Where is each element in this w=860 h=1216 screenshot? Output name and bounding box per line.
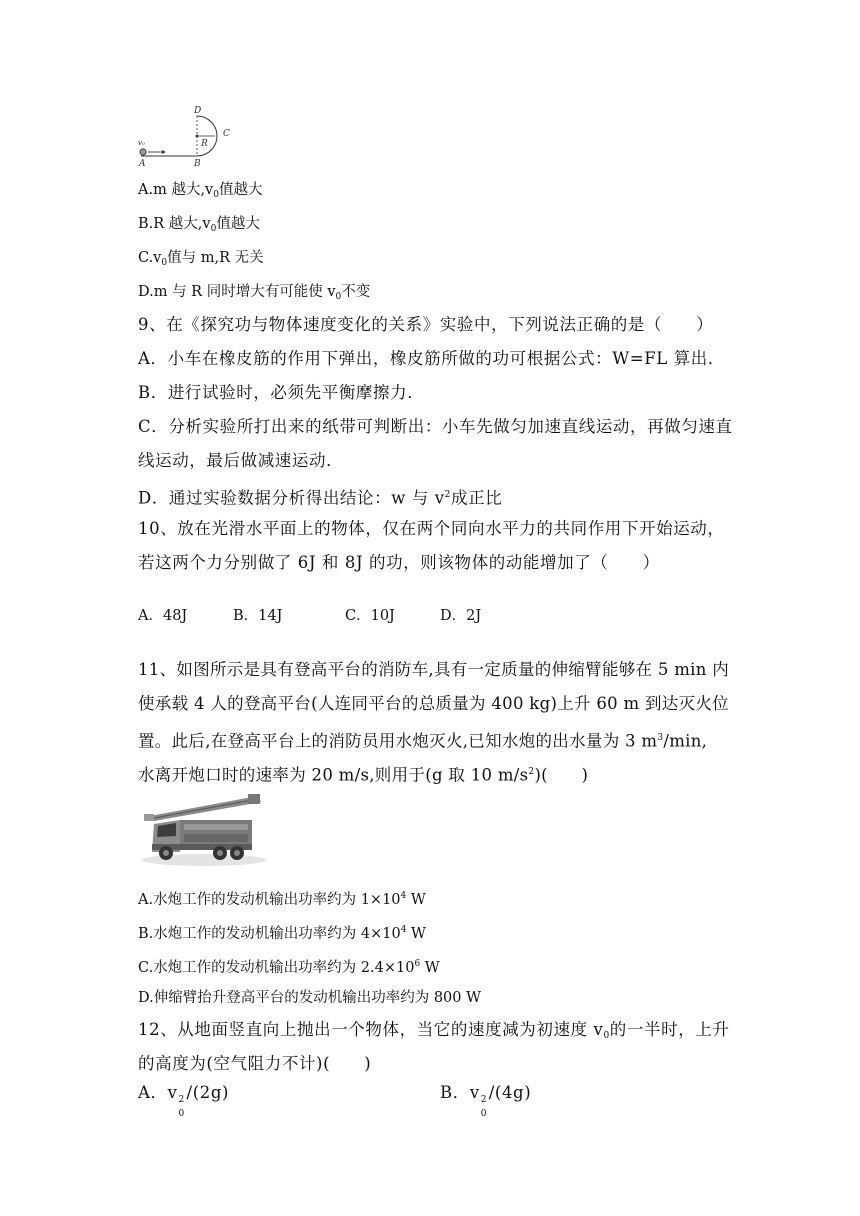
q11-line2: 使承载 4 人的登高平台(人连同平台的总质量为 400 kg)上升 60 m 到达灭火位	[138, 694, 729, 713]
q9-option-d: D．通过实验数据分析得出结论：w 与 $v^2$成正比	[138, 488, 503, 508]
q10-stem-line1: 10、放在光滑水平面上的物体，仅在两个同向水平力的共同作用下开始运动，	[138, 519, 725, 538]
label-A: A	[139, 159, 146, 169]
circular-track-diagram	[135, 100, 245, 170]
q9-option-b: B．进行试验时，必须先平衡摩擦力．	[138, 383, 425, 402]
q10-option-d: D．2J	[440, 608, 482, 624]
label-D: D	[194, 106, 202, 116]
label-B: B	[194, 159, 201, 169]
q11-option-d: D.伸缩臂抬升登高平台的发动机输出功率约为 800 W	[138, 990, 482, 1006]
q9-option-c-line1: C．分析实验所打出来的纸带可判断出：小车先做匀加速直线运动，再做匀速直	[138, 417, 733, 436]
q11-option-c: C.水炮工作的发动机输出功率约为 $2.4\times 10^6$ W	[138, 959, 440, 976]
q10-stem-line2: 若这两个力分别做了 6J 和 8J 的功，则该物体的动能增加了（ ）	[138, 553, 660, 572]
label-C: C	[223, 129, 230, 139]
ball	[140, 149, 146, 155]
label-R: R	[201, 139, 208, 149]
fire-truck-image	[140, 790, 268, 868]
label-v0: v₀	[138, 139, 145, 147]
q10-option-c: C．10J	[345, 608, 395, 624]
q12-option-b: B．v 2 0 /(4g)	[440, 1083, 532, 1119]
q9-option-c-line2: 线运动，最后做减速运动．	[138, 451, 344, 470]
q8-option-a: A.m 越大$,v_0$值越大	[138, 182, 263, 200]
q12-option-a: A．v 2 0 /(2g)	[138, 1083, 230, 1119]
q9-stem: 9、在《探究功与物体速度变化的关系》实验中，下列说法正确的是（ ）	[138, 315, 714, 334]
q12-stem-line2: 的高度为(空气阻力不计)( )	[138, 1054, 372, 1073]
q10-option-b: B．14J	[233, 608, 283, 624]
q10-option-a: A．48J	[138, 608, 188, 624]
q11-line3: 置。此后,在登高平台上的消防员用水炮灭火,已知水炮的出水量为 3 $m^3/\min$,	[138, 731, 708, 751]
q11-option-b: B.水炮工作的发动机输出功率约为 $4\times 10^4$ W	[138, 925, 426, 942]
q12-stem-line1: 12、从地面竖直向上抛出一个物体，当它的速度减为初速度 $v_0$的一半时，上升	[138, 1020, 730, 1041]
q8-option-d: D.m 与 R 同时增大有可能使 $v_0$不变	[138, 284, 371, 302]
q9-option-a: A．小车在橡皮筋的作用下弹出，橡皮筋所做的功可根据公式：W=FL 算出．	[138, 349, 725, 368]
q11-line1: 11、如图所示是具有登高平台的消防车,具有一定质量的伸缩臂能够在 5 min 内	[138, 660, 730, 679]
q10-options	[138, 606, 481, 626]
q8-option-b: B.R 越大$,v_0$值越大	[138, 216, 260, 234]
q8-option-c: $C.v_0$值与 m,R 无关	[138, 250, 264, 268]
q11-option-a: A.水炮工作的发动机输出功率约为 $1\times 10^4$ W	[138, 891, 426, 908]
q11-line4: 水离开炮口时的速率为 20 m/s,则用于(g 取 10 $m/s^2$)( )	[138, 765, 589, 785]
